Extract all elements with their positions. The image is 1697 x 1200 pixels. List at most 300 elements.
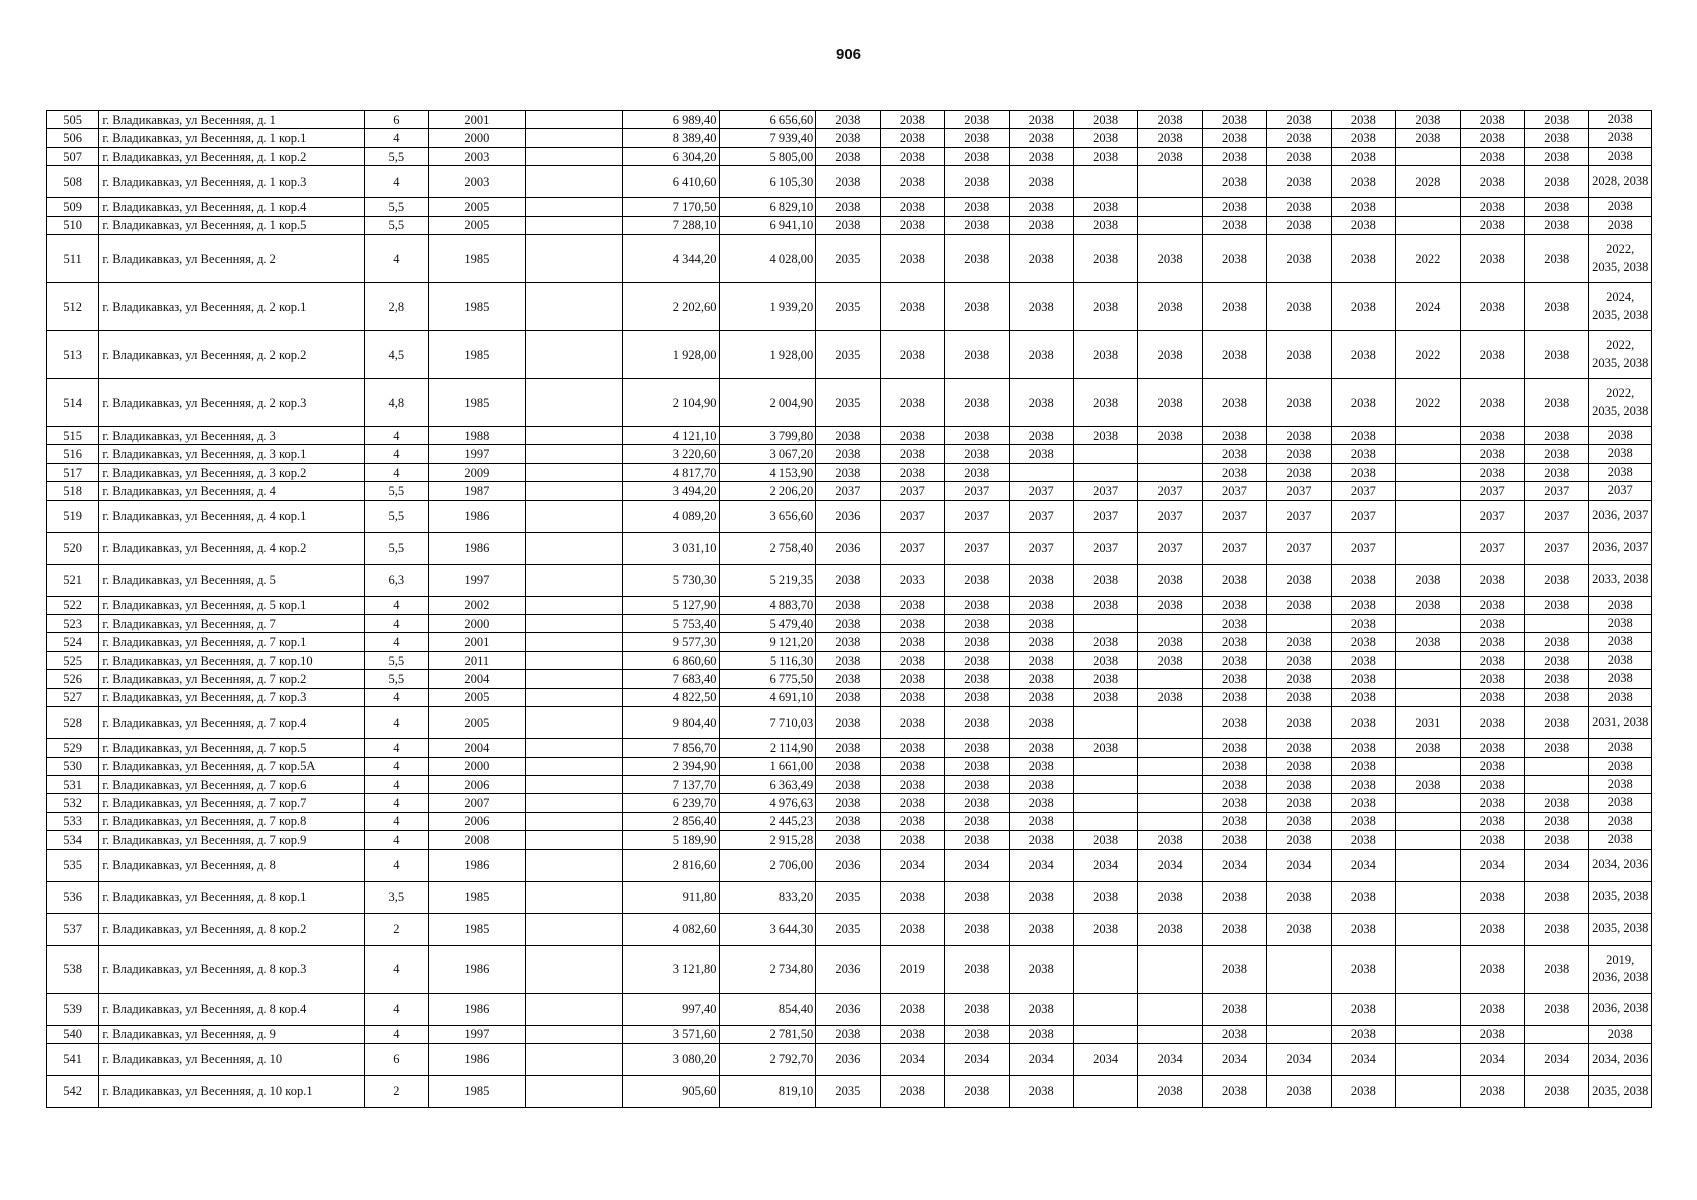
- table-row: [47, 235, 1652, 283]
- floors-cell: 6: [365, 1043, 428, 1075]
- combined-years-cell: 2038: [1589, 812, 1652, 830]
- repair-year-cell: 2038: [880, 775, 944, 793]
- row-number-cell: 510: [47, 216, 99, 234]
- repair-year-cell: 2038: [945, 111, 1009, 129]
- year-built-cell: 1988: [428, 427, 526, 445]
- total-area-cell: 4 082,60: [622, 913, 719, 945]
- repair-year-cell: 2038: [816, 445, 880, 463]
- repair-year-cell: 2038: [1525, 688, 1589, 706]
- year-built-cell: 2008: [428, 831, 526, 849]
- repair-year-cell: 2034: [1267, 1043, 1331, 1075]
- empty-cell: [526, 993, 623, 1025]
- repair-year-cell: 2038: [1009, 111, 1073, 129]
- total-area-cell: 6 239,70: [622, 794, 719, 812]
- repair-year-cell: 2038: [1267, 670, 1331, 688]
- repair-year-cell: 2038: [1331, 831, 1395, 849]
- repair-year-cell: 2038: [1460, 913, 1524, 945]
- repair-year-cell: 2038: [1460, 445, 1524, 463]
- repair-year-cell: 2038: [1460, 147, 1524, 165]
- repair-year-cell: 2038: [1525, 166, 1589, 198]
- address-cell: г. Владикавказ, ул Весенняя, д. 1: [99, 111, 365, 129]
- repair-year-cell: 2038: [1202, 913, 1266, 945]
- repair-year-cell: 2038: [816, 463, 880, 481]
- repair-year-cell: 2038: [1331, 794, 1395, 812]
- repair-year-cell: 2038: [1525, 670, 1589, 688]
- address-cell: г. Владикавказ, ул Весенняя, д. 1 кор.5: [99, 216, 365, 234]
- repair-year-cell: 2038: [1331, 379, 1395, 427]
- repair-year-cell: 2038: [816, 688, 880, 706]
- empty-cell: [526, 129, 623, 147]
- living-area-cell: 4 976,63: [719, 794, 816, 812]
- repair-year-cell: 2037: [1138, 532, 1202, 564]
- table-row: [47, 831, 1652, 849]
- repair-year-cell: 2038: [816, 427, 880, 445]
- repair-year-cell: [1073, 812, 1137, 830]
- repair-year-cell: 2038: [1331, 739, 1395, 757]
- repair-year-cell: 2038: [1202, 670, 1266, 688]
- table-row: [47, 596, 1652, 614]
- repair-year-cell: 2038: [1331, 1025, 1395, 1043]
- repair-year-cell: 2037: [1525, 482, 1589, 500]
- repair-year-cell: 2028: [1396, 166, 1460, 198]
- repair-year-cell: 2038: [880, 1075, 944, 1107]
- combined-years-cell: 2034, 2036: [1589, 849, 1652, 881]
- empty-cell: [526, 198, 623, 216]
- repair-year-cell: 2037: [1202, 482, 1266, 500]
- repair-year-cell: 2038: [1138, 831, 1202, 849]
- repair-year-cell: 2038: [1396, 633, 1460, 651]
- table-row: [47, 651, 1652, 669]
- address-cell: г. Владикавказ, ул Весенняя, д. 3 кор.1: [99, 445, 365, 463]
- repair-year-cell: [1396, 1025, 1460, 1043]
- repair-year-cell: 2038: [1331, 881, 1395, 913]
- repair-year-cell: 2037: [1202, 532, 1266, 564]
- address-cell: г. Владикавказ, ул Весенняя, д. 1 кор.2: [99, 147, 365, 165]
- empty-cell: [526, 283, 623, 331]
- row-number-cell: 523: [47, 615, 99, 633]
- repair-year-cell: 2038: [945, 427, 1009, 445]
- repair-year-cell: 2038: [1331, 166, 1395, 198]
- table-row: [47, 993, 1652, 1025]
- repair-year-cell: 2038: [1202, 379, 1266, 427]
- repair-year-cell: 2038: [1009, 147, 1073, 165]
- repair-year-cell: 2022: [1396, 331, 1460, 379]
- repair-year-cell: [1073, 794, 1137, 812]
- repair-year-cell: 2038: [1202, 564, 1266, 596]
- repair-year-cell: 2038: [1202, 945, 1266, 993]
- repair-year-cell: 2035: [816, 379, 880, 427]
- repair-year-cell: 2034: [880, 849, 944, 881]
- floors-cell: 4: [365, 463, 428, 481]
- repair-year-cell: 2038: [1009, 881, 1073, 913]
- empty-cell: [526, 812, 623, 830]
- repair-year-cell: 2038: [1267, 1075, 1331, 1107]
- repair-year-cell: 2038: [1331, 198, 1395, 216]
- empty-cell: [526, 615, 623, 633]
- repair-year-cell: 2038: [1460, 564, 1524, 596]
- repair-year-cell: 2034: [1525, 849, 1589, 881]
- row-number-cell: 522: [47, 596, 99, 614]
- repair-year-cell: 2038: [1267, 235, 1331, 283]
- living-area-cell: 833,20: [719, 881, 816, 913]
- empty-cell: [526, 831, 623, 849]
- repair-year-cell: 2035: [816, 913, 880, 945]
- address-cell: г. Владикавказ, ул Весенняя, д. 8 кор.3: [99, 945, 365, 993]
- row-number-cell: 512: [47, 283, 99, 331]
- table-row: [47, 707, 1652, 739]
- combined-years-cell: 2038: [1589, 111, 1652, 129]
- repair-year-cell: 2038: [1267, 812, 1331, 830]
- repair-year-cell: 2038: [1073, 564, 1137, 596]
- repair-year-cell: 2038: [1525, 881, 1589, 913]
- repair-year-cell: [1396, 1075, 1460, 1107]
- combined-years-cell: 2038: [1589, 831, 1652, 849]
- living-area-cell: 3 799,80: [719, 427, 816, 445]
- repair-year-cell: 2038: [1267, 147, 1331, 165]
- year-built-cell: 1986: [428, 1043, 526, 1075]
- address-cell: г. Владикавказ, ул Весенняя, д. 5: [99, 564, 365, 596]
- repair-year-cell: 2038: [1460, 707, 1524, 739]
- repair-year-cell: 2038: [880, 739, 944, 757]
- repair-year-cell: 2034: [1138, 849, 1202, 881]
- repair-year-cell: 2038: [1525, 831, 1589, 849]
- repair-year-cell: [1073, 445, 1137, 463]
- row-number-cell: 511: [47, 235, 99, 283]
- repair-year-cell: 2038: [1009, 812, 1073, 830]
- row-number-cell: 525: [47, 651, 99, 669]
- total-area-cell: 4 817,70: [622, 463, 719, 481]
- repair-year-cell: 2038: [1202, 812, 1266, 830]
- total-area-cell: 4 822,50: [622, 688, 719, 706]
- row-number-cell: 505: [47, 111, 99, 129]
- repair-year-cell: 2038: [1460, 615, 1524, 633]
- floors-cell: 4: [365, 707, 428, 739]
- year-built-cell: 2005: [428, 688, 526, 706]
- living-area-cell: 6 363,49: [719, 775, 816, 793]
- repair-year-cell: 2038: [1138, 379, 1202, 427]
- year-built-cell: 1985: [428, 379, 526, 427]
- address-cell: г. Владикавказ, ул Весенняя, д. 4 кор.1: [99, 500, 365, 532]
- repair-year-cell: 2038: [945, 216, 1009, 234]
- repair-year-cell: [1396, 794, 1460, 812]
- floors-cell: 4: [365, 596, 428, 614]
- empty-cell: [526, 331, 623, 379]
- repair-year-cell: 2038: [945, 283, 1009, 331]
- repair-year-cell: 2038: [1073, 111, 1137, 129]
- repair-year-cell: [1396, 427, 1460, 445]
- repair-year-cell: 2038: [1460, 1025, 1524, 1043]
- repair-year-cell: 2038: [1202, 1075, 1266, 1107]
- repair-year-cell: 2038: [1009, 913, 1073, 945]
- table-row: [47, 615, 1652, 633]
- empty-cell: [526, 913, 623, 945]
- repair-year-cell: [1138, 794, 1202, 812]
- repair-year-cell: 2038: [816, 651, 880, 669]
- repair-year-cell: 2038: [1267, 707, 1331, 739]
- address-cell: г. Владикавказ, ул Весенняя, д. 7 кор.8: [99, 812, 365, 830]
- year-built-cell: 1986: [428, 849, 526, 881]
- floors-cell: 2,8: [365, 283, 428, 331]
- address-cell: г. Владикавказ, ул Весенняя, д. 7 кор.7: [99, 794, 365, 812]
- repair-year-cell: 2038: [1460, 129, 1524, 147]
- repair-year-cell: 2038: [945, 633, 1009, 651]
- living-area-cell: 5 479,40: [719, 615, 816, 633]
- total-area-cell: 9 577,30: [622, 633, 719, 651]
- repair-year-cell: 2038: [1009, 993, 1073, 1025]
- repair-year-cell: [1073, 993, 1137, 1025]
- repair-year-cell: 2038: [945, 198, 1009, 216]
- address-cell: г. Владикавказ, ул Весенняя, д. 2: [99, 235, 365, 283]
- address-cell: г. Владикавказ, ул Весенняя, д. 10: [99, 1043, 365, 1075]
- repair-year-cell: 2038: [1267, 596, 1331, 614]
- year-built-cell: 2003: [428, 166, 526, 198]
- repair-year-cell: 2038: [1009, 1025, 1073, 1043]
- year-built-cell: 2001: [428, 111, 526, 129]
- living-area-cell: 2 734,80: [719, 945, 816, 993]
- repair-year-cell: 2038: [1009, 739, 1073, 757]
- empty-cell: [526, 564, 623, 596]
- repair-year-cell: 2038: [1009, 427, 1073, 445]
- repair-year-cell: 2037: [1138, 482, 1202, 500]
- repair-year-cell: 2034: [1073, 849, 1137, 881]
- repair-year-cell: 2038: [1202, 445, 1266, 463]
- table-row: [47, 111, 1652, 129]
- repair-year-cell: 2036: [816, 500, 880, 532]
- repair-year-cell: 2038: [1331, 216, 1395, 234]
- repair-year-cell: 2037: [880, 532, 944, 564]
- repair-year-cell: 2038: [1009, 379, 1073, 427]
- empty-cell: [526, 596, 623, 614]
- repair-year-cell: [1138, 945, 1202, 993]
- repair-year-cell: 2038: [880, 596, 944, 614]
- repair-year-cell: 2038: [945, 615, 1009, 633]
- repair-year-cell: 2038: [1009, 707, 1073, 739]
- repair-year-cell: 2038: [1009, 688, 1073, 706]
- year-built-cell: 2000: [428, 615, 526, 633]
- repair-year-cell: 2038: [1202, 881, 1266, 913]
- repair-year-cell: 2038: [1460, 775, 1524, 793]
- table-row: [47, 198, 1652, 216]
- repair-year-cell: 2037: [1073, 482, 1137, 500]
- address-cell: г. Владикавказ, ул Весенняя, д. 5 кор.1: [99, 596, 365, 614]
- repair-year-cell: 2037: [1009, 482, 1073, 500]
- repair-year-cell: 2038: [945, 688, 1009, 706]
- floors-cell: 3,5: [365, 881, 428, 913]
- repair-year-cell: [1138, 166, 1202, 198]
- empty-cell: [526, 1025, 623, 1043]
- repair-year-cell: 2038: [880, 283, 944, 331]
- empty-cell: [526, 633, 623, 651]
- year-built-cell: 1985: [428, 235, 526, 283]
- row-number-cell: 539: [47, 993, 99, 1025]
- repair-year-cell: 2031: [1396, 707, 1460, 739]
- address-cell: г. Владикавказ, ул Весенняя, д. 1 кор.1: [99, 129, 365, 147]
- table-row: [47, 564, 1652, 596]
- repair-year-cell: 2038: [1460, 993, 1524, 1025]
- table-row: [47, 812, 1652, 830]
- table-row: [47, 633, 1652, 651]
- row-number-cell: 515: [47, 427, 99, 445]
- empty-cell: [526, 532, 623, 564]
- repair-year-cell: 2038: [1202, 166, 1266, 198]
- repair-year-cell: 2038: [1331, 427, 1395, 445]
- repair-year-cell: 2038: [1460, 651, 1524, 669]
- repair-year-cell: 2034: [1331, 1043, 1395, 1075]
- repair-year-cell: 2037: [1202, 500, 1266, 532]
- repair-year-cell: [1073, 707, 1137, 739]
- repair-year-cell: 2038: [1396, 775, 1460, 793]
- floors-cell: 4: [365, 794, 428, 812]
- table-row: [47, 775, 1652, 793]
- floors-cell: 4: [365, 688, 428, 706]
- repair-year-cell: 2038: [880, 881, 944, 913]
- repair-year-cell: [1396, 532, 1460, 564]
- repair-year-cell: [1396, 1043, 1460, 1075]
- total-area-cell: 8 389,40: [622, 129, 719, 147]
- repair-year-cell: 2034: [1009, 1043, 1073, 1075]
- repair-year-cell: 2038: [1138, 881, 1202, 913]
- living-area-cell: 4 883,70: [719, 596, 816, 614]
- floors-cell: 4: [365, 427, 428, 445]
- repair-year-cell: 2038: [1009, 794, 1073, 812]
- repair-year-cell: [1138, 198, 1202, 216]
- repair-year-cell: [1073, 945, 1137, 993]
- repair-year-cell: 2038: [1138, 651, 1202, 669]
- address-cell: г. Владикавказ, ул Весенняя, д. 10 кор.1: [99, 1075, 365, 1107]
- row-number-cell: 506: [47, 129, 99, 147]
- repair-year-cell: 2038: [1267, 427, 1331, 445]
- repair-year-cell: 2038: [945, 235, 1009, 283]
- floors-cell: 5,5: [365, 532, 428, 564]
- repair-year-cell: 2038: [880, 794, 944, 812]
- repair-year-cell: 2038: [880, 757, 944, 775]
- living-area-cell: 3 067,20: [719, 445, 816, 463]
- address-cell: г. Владикавказ, ул Весенняя, д. 2 кор.1: [99, 283, 365, 331]
- repair-year-cell: [1073, 615, 1137, 633]
- year-built-cell: 2004: [428, 670, 526, 688]
- repair-year-cell: 2038: [945, 757, 1009, 775]
- empty-cell: [526, 707, 623, 739]
- combined-years-cell: 2022, 2035, 2038: [1589, 235, 1652, 283]
- combined-years-cell: 2024, 2035, 2038: [1589, 283, 1652, 331]
- repair-year-cell: 2038: [1331, 651, 1395, 669]
- repair-year-cell: 2038: [1202, 427, 1266, 445]
- repair-year-cell: 2038: [816, 615, 880, 633]
- repair-year-cell: 2038: [816, 633, 880, 651]
- total-area-cell: 4 344,20: [622, 235, 719, 283]
- total-area-cell: 7 137,70: [622, 775, 719, 793]
- repair-year-cell: 2037: [945, 532, 1009, 564]
- repair-year-cell: [1138, 615, 1202, 633]
- living-area-cell: 6 775,50: [719, 670, 816, 688]
- floors-cell: 5,5: [365, 216, 428, 234]
- repair-year-cell: 2038: [1525, 564, 1589, 596]
- row-number-cell: 517: [47, 463, 99, 481]
- year-built-cell: 1986: [428, 993, 526, 1025]
- total-area-cell: 905,60: [622, 1075, 719, 1107]
- total-area-cell: 2 202,60: [622, 283, 719, 331]
- total-area-cell: 7 288,10: [622, 216, 719, 234]
- living-area-cell: 7 710,03: [719, 707, 816, 739]
- repair-year-cell: 2038: [1009, 331, 1073, 379]
- address-cell: г. Владикавказ, ул Весенняя, д. 8 кор.1: [99, 881, 365, 913]
- repair-year-cell: 2038: [1331, 688, 1395, 706]
- repair-year-cell: 2038: [1138, 235, 1202, 283]
- floors-cell: 5,5: [365, 147, 428, 165]
- repair-year-cell: 2038: [1460, 198, 1524, 216]
- row-number-cell: 509: [47, 198, 99, 216]
- combined-years-cell: 2038: [1589, 739, 1652, 757]
- repair-year-cell: 2038: [1525, 129, 1589, 147]
- repair-year-cell: 2038: [1009, 615, 1073, 633]
- repair-year-cell: 2038: [880, 235, 944, 283]
- combined-years-cell: 2033, 2038: [1589, 564, 1652, 596]
- row-number-cell: 526: [47, 670, 99, 688]
- repair-year-cell: 2038: [945, 596, 1009, 614]
- repair-year-cell: 2038: [945, 775, 1009, 793]
- year-built-cell: 2007: [428, 794, 526, 812]
- row-number-cell: 524: [47, 633, 99, 651]
- repair-year-cell: 2037: [945, 500, 1009, 532]
- repair-year-cell: 2038: [816, 739, 880, 757]
- repair-year-cell: 2038: [1267, 129, 1331, 147]
- total-area-cell: 9 804,40: [622, 707, 719, 739]
- combined-years-cell: 2031, 2038: [1589, 707, 1652, 739]
- repair-year-cell: 2038: [1525, 235, 1589, 283]
- living-area-cell: 6 829,10: [719, 198, 816, 216]
- repair-year-cell: 2038: [816, 147, 880, 165]
- table-row: [47, 331, 1652, 379]
- repair-year-cell: 2038: [1331, 993, 1395, 1025]
- repair-year-cell: 2038: [945, 445, 1009, 463]
- repair-year-cell: 2038: [1267, 111, 1331, 129]
- address-cell: г. Владикавказ, ул Весенняя, д. 7 кор.2: [99, 670, 365, 688]
- empty-cell: [526, 166, 623, 198]
- row-number-cell: 532: [47, 794, 99, 812]
- repair-year-cell: 2036: [816, 532, 880, 564]
- repair-year-cell: [1073, 463, 1137, 481]
- repair-year-cell: 2038: [1202, 615, 1266, 633]
- repair-year-cell: 2038: [1525, 379, 1589, 427]
- combined-years-cell: 2038: [1589, 216, 1652, 234]
- address-cell: г. Владикавказ, ул Весенняя, д. 7 кор.6: [99, 775, 365, 793]
- year-built-cell: 2006: [428, 812, 526, 830]
- repair-year-cell: 2038: [816, 129, 880, 147]
- floors-cell: 4: [365, 1025, 428, 1043]
- repair-year-cell: 2038: [1073, 331, 1137, 379]
- repair-year-cell: 2038: [1202, 147, 1266, 165]
- repair-year-cell: 2038: [1460, 945, 1524, 993]
- repair-year-cell: [1396, 463, 1460, 481]
- combined-years-cell: 2034, 2036: [1589, 1043, 1652, 1075]
- floors-cell: 4: [365, 615, 428, 633]
- repair-year-cell: [1138, 993, 1202, 1025]
- repair-year-cell: 2038: [1009, 945, 1073, 993]
- repair-year-cell: 2038: [1267, 775, 1331, 793]
- floors-cell: 4: [365, 633, 428, 651]
- repair-year-cell: 2034: [1202, 849, 1266, 881]
- repair-year-cell: 2034: [945, 1043, 1009, 1075]
- row-number-cell: 508: [47, 166, 99, 198]
- living-area-cell: 6 941,10: [719, 216, 816, 234]
- address-cell: г. Владикавказ, ул Весенняя, д. 7 кор.5А: [99, 757, 365, 775]
- total-area-cell: 2 816,60: [622, 849, 719, 881]
- repair-year-cell: 2038: [1331, 913, 1395, 945]
- repair-year-cell: 2038: [1202, 739, 1266, 757]
- table-row: [47, 913, 1652, 945]
- repair-year-cell: 2038: [1331, 775, 1395, 793]
- address-cell: г. Владикавказ, ул Весенняя, д. 7: [99, 615, 365, 633]
